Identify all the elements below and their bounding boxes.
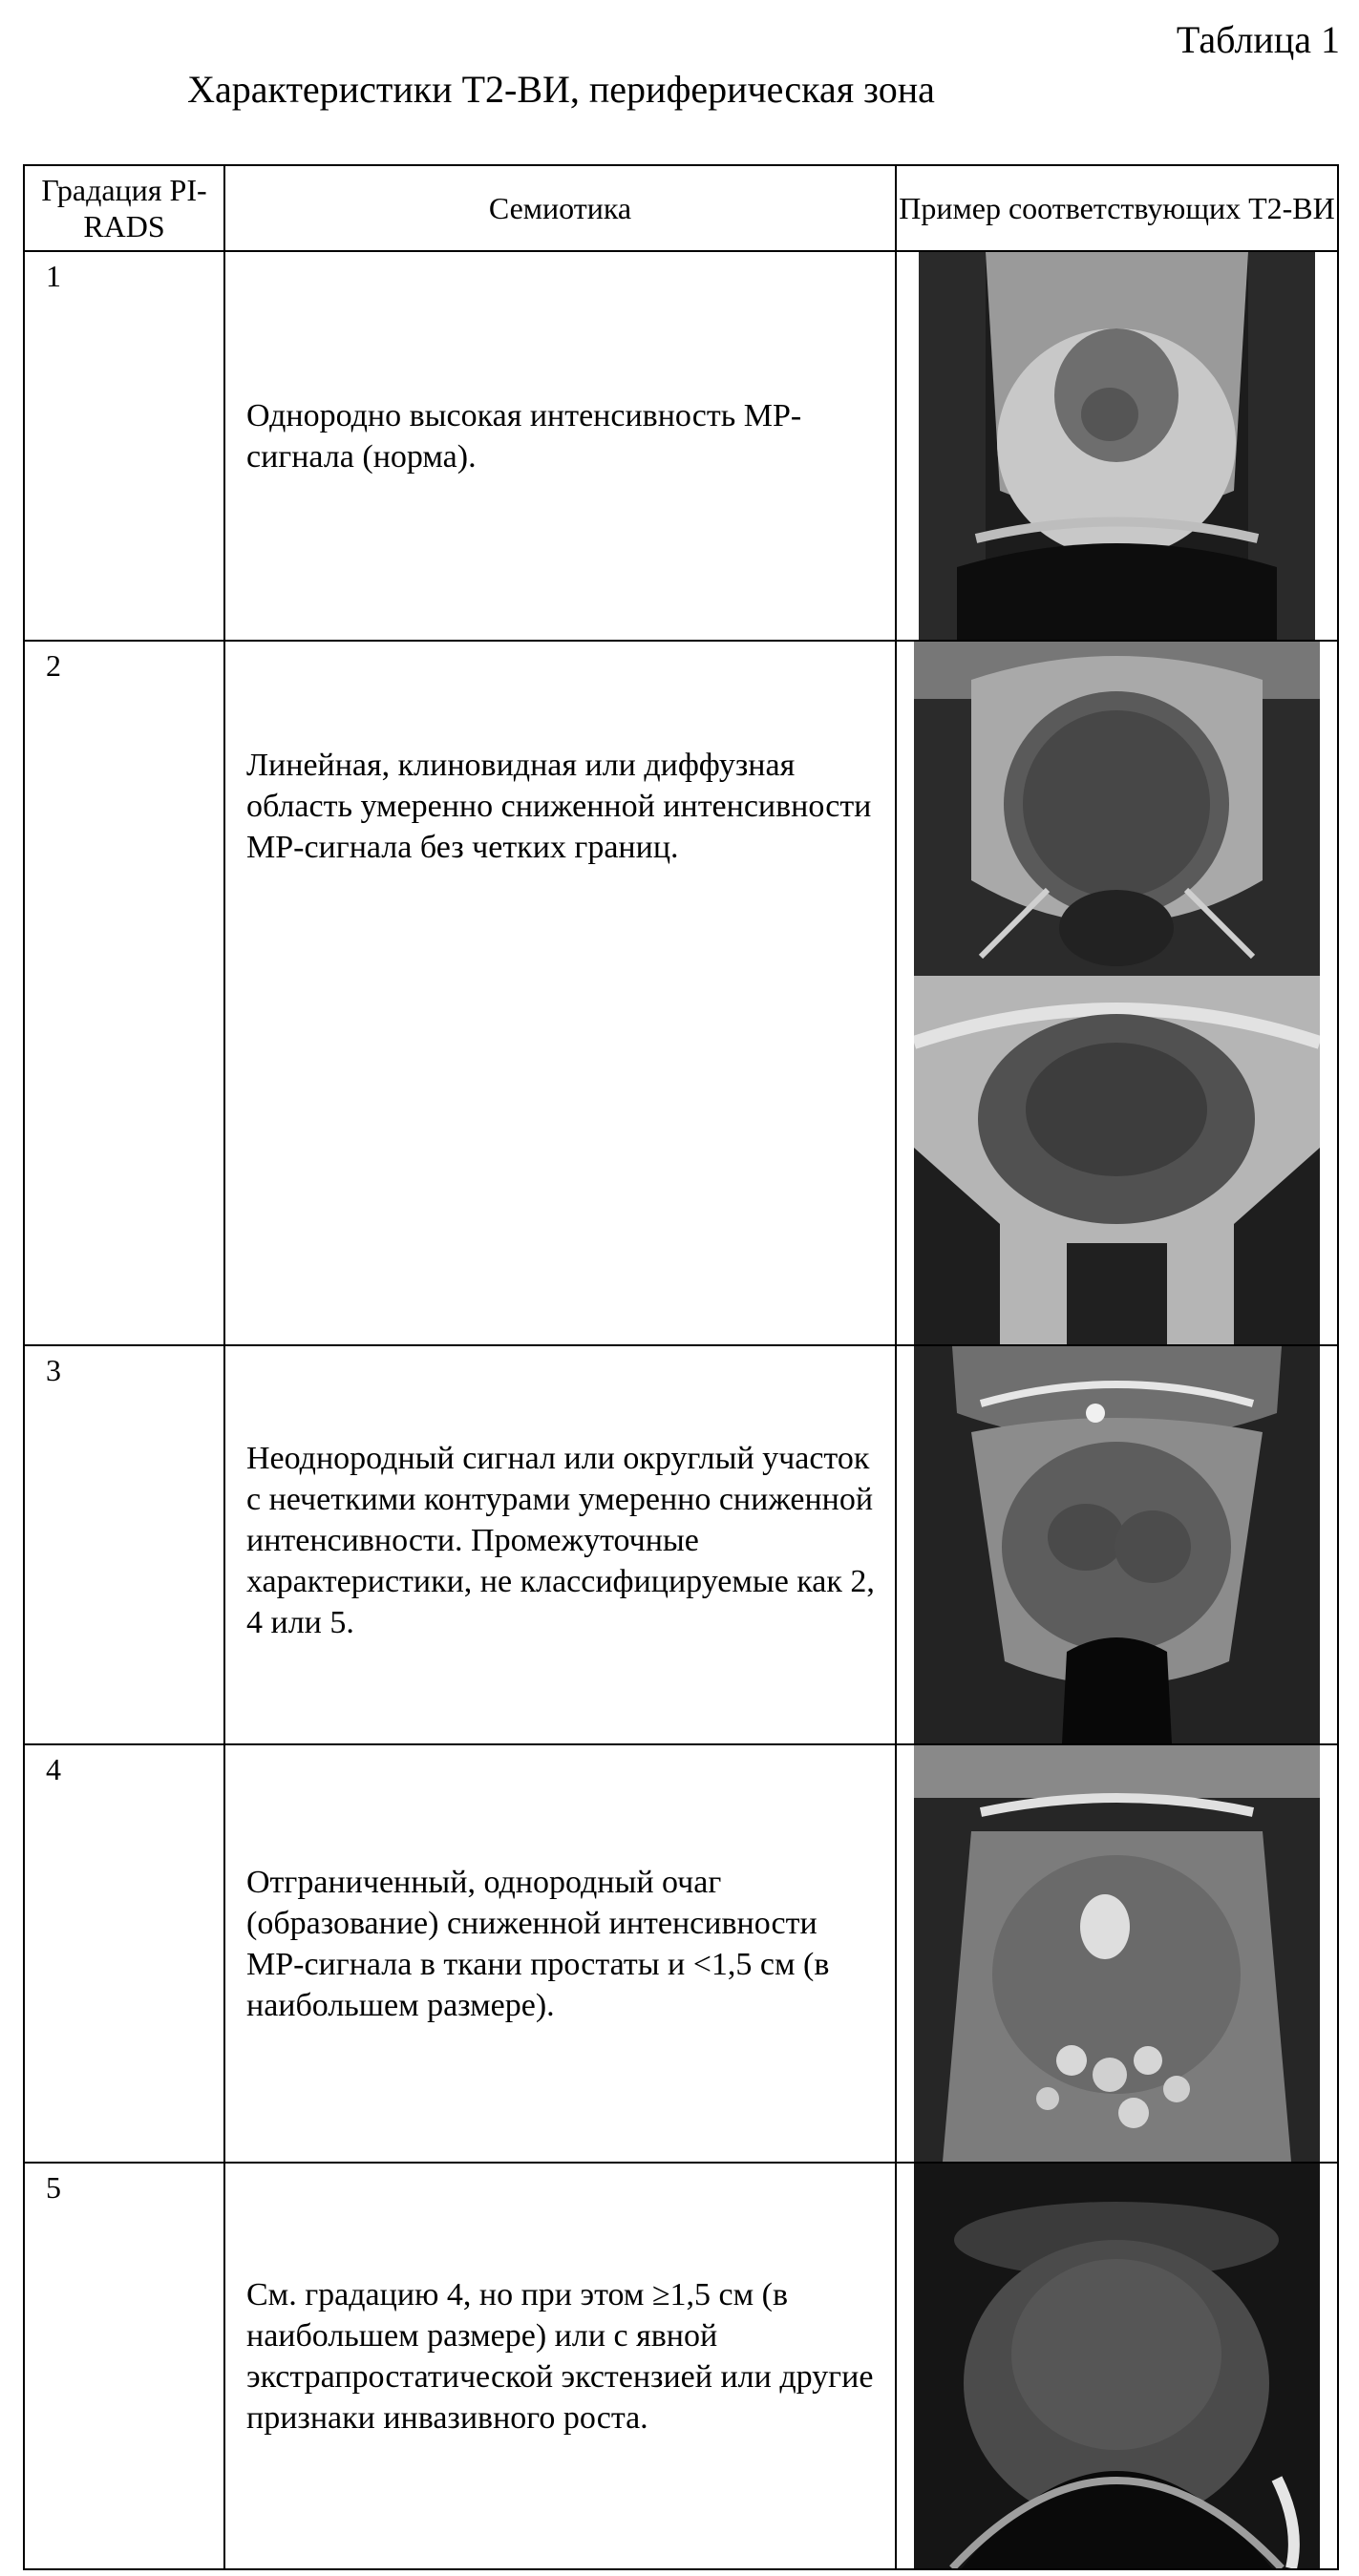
grade-cell: 1: [24, 251, 224, 641]
grade-cell: 3: [24, 1345, 224, 1744]
example-image-cell: [896, 2163, 1338, 2569]
description-text: Отграниченный, однородный очаг (образование) сниженной интенсивности МР-сигнала в ткани простаты и <1,5 см (в наибольшем размере).: [246, 1865, 830, 2023]
description-text: Однородно высокая интенсивность МР-сигнала (норма).: [246, 398, 802, 475]
pirads-table: [23, 164, 1339, 2570]
mri-scan-grade-1: [919, 252, 1315, 640]
mri-scan-grade-2a: [914, 642, 1320, 976]
table-row-grade-4: [24, 1744, 1338, 2163]
table-number: Таблица 1: [1176, 18, 1340, 61]
table-row-grade-3: [24, 1345, 1338, 1744]
grade-cell: 4: [24, 1744, 224, 2163]
table-row-grade-5: [24, 2163, 1338, 2569]
mri-scan-grade-3: [914, 1346, 1320, 1743]
header-example: Пример соответствующих Т2-ВИ: [896, 165, 1338, 251]
example-image-cell: [896, 1744, 1338, 2163]
description-cell: [224, 1744, 896, 2163]
description-text: См. градацию 4, но при этом ≥1,5 см (в наибольшем размере) или с явной экстрапростатической экстензией или другие признаки инвазивного роста.: [246, 2277, 874, 2436]
header-grade: Градация PI-RADS: [24, 165, 224, 251]
mri-scan-grade-2b: [914, 976, 1320, 1344]
grade-cell: 5: [24, 2163, 224, 2569]
table-row-grade-2: [24, 641, 1338, 1345]
header-semiotics: Семиотика: [224, 165, 896, 251]
description-cell: [224, 251, 896, 641]
description-cell: [224, 641, 896, 1345]
example-image-cell: [896, 251, 1338, 641]
description-text: Линейная, клиновидная или диффузная область умеренно сниженной интенсивности МР-сигнала без четких границ.: [246, 748, 872, 865]
mri-scan-grade-5: [914, 2164, 1320, 2568]
table-header-row: [24, 165, 1338, 251]
table-row-grade-1: [24, 251, 1338, 641]
table-title: Характеристики Т2-ВИ, периферическая зона: [187, 68, 935, 111]
description-cell: [224, 1345, 896, 1744]
description-text: Неоднородный сигнал или округлый участок с нечеткими контурами умеренно сниженной интенсивности. Промежуточные характеристики, не классифицируемые как 2, 4 или 5.: [246, 1440, 875, 1640]
example-image-cell: [896, 1345, 1338, 1744]
grade-cell: 2: [24, 641, 224, 1345]
description-cell: [224, 2163, 896, 2569]
mri-scan-grade-4: [914, 1745, 1320, 2162]
example-image-cell: [896, 641, 1338, 1345]
